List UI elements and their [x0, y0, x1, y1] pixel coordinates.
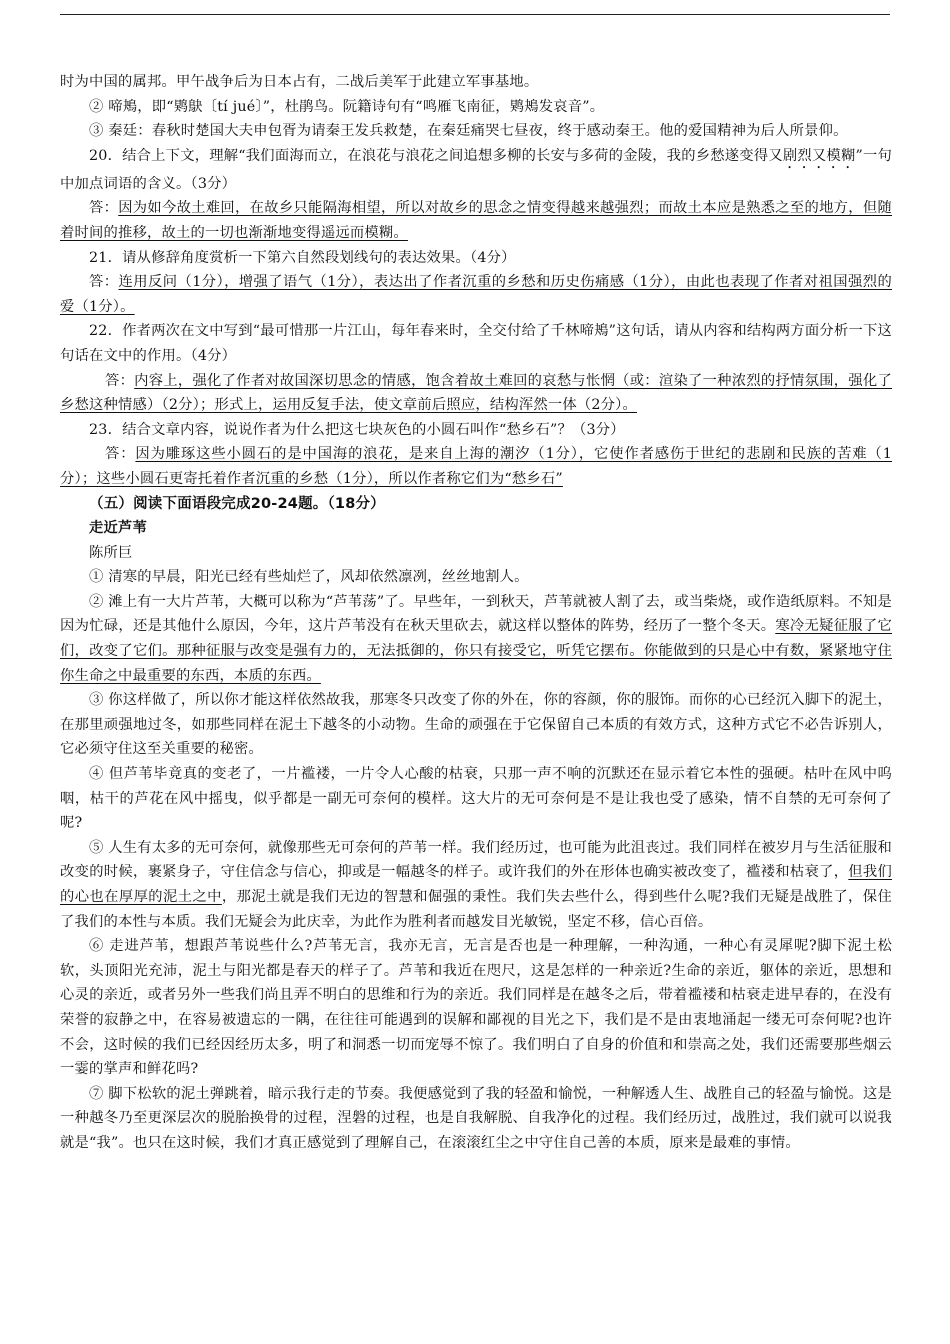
answer-23: 答：因为雕琢这些小圆石的是中国海的浪花，是来自上海的潮汐（1分），它使作者感伤于世纪的悲剧和民族的苦难（1分）；这些小圆石更寄托着作者沉重的乡愁（1分），所以作者称它们为“愁乡石”: [60, 446, 892, 487]
dotted-words: 剧烈又模糊: [782, 147, 856, 164]
question-23: 23．结合文章内容，说说作者为什么把这七块灰色的小圆石叫作“愁乡石”？（3分）: [89, 421, 625, 438]
section-heading: （五）阅读下面语段完成20-24题。（18分）: [89, 495, 385, 512]
answer-21: 答：连用反问（1分），增强了语气（1分），表达出了作者沉重的乡愁和历史伤痛感（1分），由此也表现了作者对祖国强烈的爱（1分）。: [60, 274, 892, 315]
answer-20: 答：因为如今故土难回，在故乡只能隔海相望，所以对故乡的思念之情变得越来越强烈；而故土本应是熟悉之至的地方，但随着时间的推移，故土的一切也渐渐地变得遥远而模糊。: [60, 200, 892, 241]
question-22: 22．作者两次在文中写到“最可惜那一片江山，每年春来时，全交付给了千林啼鴂”这句话，请从内容和结构两方面分析一下这句话在文中的作用。（4分）: [60, 323, 892, 364]
paragraph-5: ⑤ 人生有太多的无可奈何，就像那些无可奈何的芦苇一样。我们经历过，也可能为此沮丧过。我们同样在被岁月与生活征服和改变的时候，裹紧身子，守住信念与信心，抑或是一幅越冬的样子。或许我们的外在形体也确实被改变了，褴褛和枯衰了，但我们的心也在厚厚的泥土之中，那泥土就是我们无边的智慧和倔强的秉性。我们失去些什么，得到些什么呢?我们无疑是战胜了，保住了我们的本性与本质。我们无疑会为此庆幸，为此作为胜利者而越发目光敏锐，坚定不移，信心百倍。: [60, 839, 892, 930]
question-20: 20．结合上下文，理解“我们面海而立，在浪花与浪花之间追想多柳的长安与多荷的金陵，我的乡愁遂变得又剧烈又模糊”一句中加点词语的含义。（3分）: [60, 147, 893, 192]
underlined-sentence: 寒冷无疑征服了它们，改变了它们。那种征服与改变是强有力的，无法抵御的，你只有接受它，听凭它摆布。你能做到的只是心中有数，紧紧地守住你生命之中最重要的东西，本质的东西。: [60, 618, 892, 684]
answer-23-text: 因为雕琢这些小圆石的是中国海的浪花，是来自上海的潮汐（1分），它使作者感伤于世纪的悲剧和民族的苦难（1分）；这些小圆石更寄托着作者沉重的乡愁（1分），所以作者称它们为“愁乡石”: [60, 446, 892, 487]
footnote-2: ② 啼鴂，即“䴗鴃〔tí jué〕”，杜鹃鸟。阮籍诗句有“鸣雁飞南征，䴗鴂发哀音”。: [89, 98, 605, 115]
article-title: 走近芦苇: [89, 520, 147, 537]
paragraph-3: ③ 你这样做了，所以你才能这样依然故我，那寒冬只改变了你的外在，你的容颜，你的服饰。而你的心已经沉入脚下的泥土，在那里顽强地过冬，如那些同样在泥土下越冬的小动物。生命的顽强在于它保留自己本质的有效方式，这种方式它不必告诉别人，它必须守住这至关重要的秘密。: [60, 692, 892, 758]
paragraph-1: ① 清寒的早晨，阳光已经有些灿烂了，风却依然凛冽，丝丝地割人。: [89, 569, 529, 586]
answer-21-text: 连用反问（1分），增强了语气（1分），表达出了作者沉重的乡愁和历史伤痛感（1分），由此也表现了作者对祖国强烈的爱（1分）。: [60, 274, 892, 315]
document-page: [60, 70, 892, 1156]
answer-20-text: 因为如今故土难回，在故乡只能隔海相望，所以对故乡的思念之情变得越来越强烈；而故土本应是熟悉之至的地方，但随着时间的推移，故土的一切也渐渐地变得遥远而模糊。: [60, 200, 892, 241]
answer-22-text: 内容上，强化了作者对故国深切思念的情感，饱含着故土难回的哀愁与怅惘（或：渲染了一种浓烈的抒情氛围，强化了乡愁这种情感）（2分）；形式上，运用反复手法，使文章前后照应，结构浑然一体（2分）。: [60, 372, 892, 414]
question-21: 21．请从修辞角度赏析一下第六自然段划线句的表达效果。（4分）: [89, 249, 516, 266]
article-author: 陈所巨: [89, 544, 133, 561]
underlined-phrase: 但我们的心也在厚厚的泥土之中: [60, 864, 892, 905]
paragraph-7: ⑦ 脚下松软的泥土弹跳着，暗示我行走的节奏。我便感觉到了我的轻盈和愉悦，一种解透人生、战胜自己的轻盈与愉悦。这是一种越冬乃至更深层次的脱胎换骨的过程，涅磐的过程，也是自我解脱、自我净化的过程。我们经历过，战胜过，我们就可以说我就是“我”。也只在这时候，我们才真正感觉到了理解自己，在滚滚红尘之中守住自己善的本质，原来是最难的事情。: [60, 1085, 892, 1151]
footnote-continuation: 时为中国的属邦。甲午战争后为日本占有，二战后美军于此建立军事基地。: [60, 74, 539, 90]
paragraph-2: ② 滩上有一大片芦苇，大概可以称为“芦苇荡”了。早些年，一到秋天，芦苇就被人割了去，或当柴烧，或作造纸原料。不知是因为忙碌，还是其他什么原因，今年，这片芦苇没有在秋天里砍去，就这样以整体的阵势，经历了一整个冬天。寒冷无疑征服了它们，改变了它们。那种征服与改变是强有力的，无法抵御的，你只有接受它，听凭它摆布。你能做到的只是心中有数，紧紧地守住你生命之中最重要的东西，本质的东西。: [60, 593, 892, 684]
paragraph-6: ⑥ 走进芦苇，想跟芦苇说些什么?芦苇无言，我亦无言，无言是否也是一种理解，一种沟通，一种心有灵犀呢?脚下泥土松软，头顶阳光充沛，泥土与阳光都是春天的样子了。芦苇和我近在咫尺，这是怎样的一种亲近?生命的亲近，躯体的亲近，思想和心灵的亲近，或者另外一些我们尚且弄不明白的思维和行为的亲近。我们同样是在越冬之后，带着褴褛和枯衰走进早春的，在没有荣誉的寂静之中，在容易被遗忘的一隅，在往往可能遇到的误解和鄙视的目光之下，我们是不是由衷地涌起一缕无可奈何呢?也许不会，这时候的我们已经因经历太多，明了和洞悉一切而宠辱不惊了。我们明白了自身的价值和和崇高之处，我们还需要那些烟云一霎的掌声和鲜花吗?: [60, 938, 892, 1078]
paragraph-4: ④ 但芦苇毕竟真的变老了，一片褴褛，一片令人心酸的枯衰，只那一声不响的沉默还在显示着它本性的强硬。枯叶在风中呜咽，枯干的芦花在风中摇曳，似乎都是一副无可奈何的模样。这大片的无可奈何是不是让我也受了感染，情不自禁的无可奈何了呢?: [60, 766, 892, 832]
header-rule: [60, 14, 890, 15]
answer-22: 答：内容上，强化了作者对故国深切思念的情感，饱含着故土难回的哀愁与怅惘（或：渲染了一种浓烈的抒情氛围，强化了乡愁这种情感）（2分）；形式上，运用反复手法，使文章前后照应，结构浑然一体（2分）。: [60, 372, 892, 414]
footnote-3: ③ 秦廷：春秋时楚国大夫申包胥为请秦王发兵救楚，在秦廷痛哭七昼夜，终于感动秦王。他的爱国精神为后人所景仰。: [89, 123, 848, 140]
